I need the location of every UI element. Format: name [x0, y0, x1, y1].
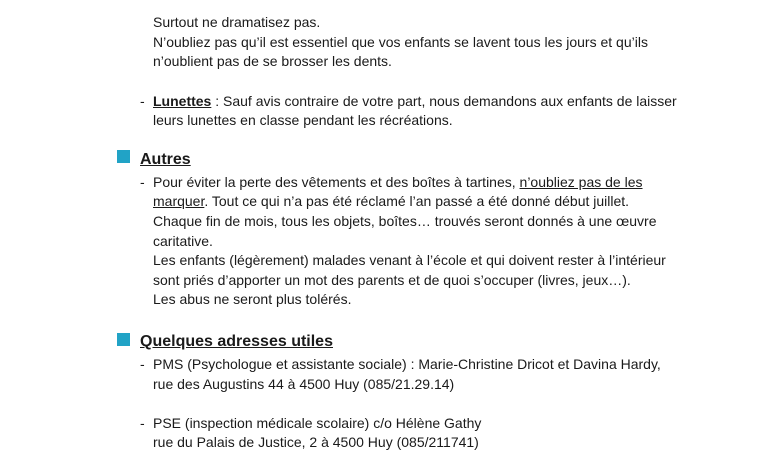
square-bullet-icon — [117, 150, 130, 163]
intro-line-1: Surtout ne dramatisez pas. — [153, 14, 321, 30]
intro-line-2: N’oubliez pas qu’il est essentiel que vos enfants se lavent tous les jours et qu’ils — [153, 34, 648, 50]
section-heading-adresses: Quelques adresses utiles — [140, 333, 333, 350]
pms-line-2: rue des Augustins 44 à 4500 Huy (085/21.29.14) — [153, 376, 455, 392]
autres-line-7: Les abus ne seront plus tolérés. — [153, 291, 352, 307]
autres-dash: - — [140, 174, 145, 190]
pse-line-2: rue du Palais de Justice, 2 à 4500 Huy (085/211741) — [153, 434, 479, 450]
autres-line-5: Les enfants (légèrement) malades venant à l’école et qui doivent rester à l’intérieur — [153, 252, 666, 268]
autres-line-2-underlined: marquer — [153, 193, 205, 209]
pse-line-1: PSE (inspection médicale scolaire) c/o Hélène Gathy — [153, 415, 482, 431]
square-bullet-icon — [117, 333, 130, 346]
autres-line-1 — [153, 172, 643, 192]
pms-line-1: PMS (Psychologue et assistante sociale) : Marie-Christine Dricot et Davina Hardy, — [153, 356, 661, 372]
pse-dash: - — [140, 415, 145, 431]
autres-line-2 — [153, 191, 629, 211]
autres-line-3: Chaque fin de mois, tous les objets, boîtes… trouvés seront donnés à une œuvre — [153, 213, 657, 229]
autres-line-4: caritative. — [153, 233, 213, 249]
autres-line-2-rest: . Tout ce qui n’a pas été réclamé l’an passé a été donné début juillet. — [204, 193, 630, 209]
autres-line-1-underlined: n’oubliez pas de les — [519, 174, 643, 190]
intro-line-3: n’oublient pas de se brosser les dents. — [153, 53, 392, 69]
lunettes-term: Lunettes — [153, 93, 212, 109]
autres-line-6: sont priés d’apporter un mot des parents et de quoi s’occuper (livres, jeux…). — [153, 272, 631, 288]
section-heading-autres: Autres — [140, 151, 191, 168]
autres-line-1-start: Pour éviter la perte des vêtements et des boîtes à tartines, — [153, 174, 520, 190]
lunettes-line-2: leurs lunettes en classe pendant les récréations. — [153, 112, 453, 128]
lunettes-text: : Sauf avis contraire de votre part, nous demandons aux enfants de laisser — [211, 93, 677, 109]
lunettes-dash: - — [140, 93, 145, 109]
pms-dash: - — [140, 356, 145, 372]
lunettes-line-1 — [153, 91, 677, 111]
